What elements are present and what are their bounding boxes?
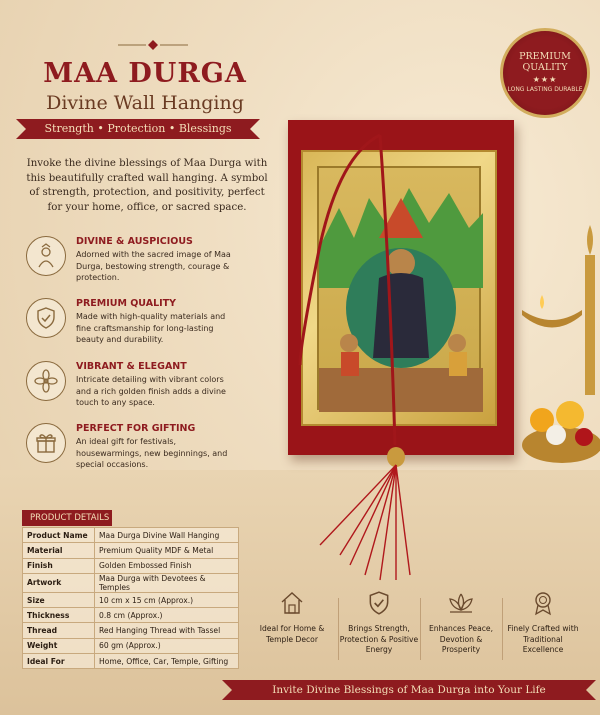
feature-title: PERFECT FOR GIFTING xyxy=(76,423,196,434)
house-icon xyxy=(279,590,305,616)
table-row xyxy=(23,654,239,669)
gift-icon xyxy=(26,423,66,463)
table-row xyxy=(23,608,239,623)
detail-key: Finish xyxy=(23,558,95,573)
shield-check-icon xyxy=(366,590,392,616)
table-row xyxy=(23,528,239,543)
benefit-text: Ideal for Home & Temple Decor xyxy=(259,624,325,644)
table-row xyxy=(23,592,239,607)
benefit-text: Finely Crafted with Traditional Excellence xyxy=(507,624,579,654)
detail-value: 10 cm x 15 cm (Approx.) xyxy=(95,592,239,607)
feature-text: Intricate detailing with vibrant colors and a rich golden finish adds a divine touch to any space. xyxy=(76,375,226,407)
detail-key: Size xyxy=(23,592,95,607)
table-row xyxy=(23,623,239,638)
detail-value: Home, Office, Car, Temple, Gifting xyxy=(95,654,239,669)
shield-check-icon xyxy=(26,298,66,338)
detail-key: Ideal For xyxy=(23,654,95,669)
detail-value: 0.8 cm (Approx.) xyxy=(95,608,239,623)
lotus-icon xyxy=(446,590,476,616)
detail-value: Premium Quality MDF & Metal xyxy=(95,543,239,558)
feature-title: PREMIUM QUALITY xyxy=(76,298,177,309)
flower-icon xyxy=(26,361,66,401)
tagline-ribbon: Strength • Protection • Blessings xyxy=(28,119,248,139)
detail-value: Maa Durga with Devotees & Temples xyxy=(95,573,239,592)
premium-quality-badge xyxy=(500,28,590,118)
award-icon xyxy=(530,590,556,616)
feature-vibrant xyxy=(26,361,286,421)
details-table xyxy=(22,527,239,669)
feature-text: Adorned with the sacred image of Maa Durga, bestowing strength, courage & protection. xyxy=(76,250,231,282)
detail-key: Thickness xyxy=(23,608,95,623)
badge-stars: ★★★ xyxy=(532,75,558,84)
table-row xyxy=(23,558,239,573)
badge-subtitle: LONG LASTING DURABLE xyxy=(507,86,583,93)
detail-key: Material xyxy=(23,543,95,558)
feature-text: Made with high-quality materials and fine craftsmanship for long-lasting beauty and durability. xyxy=(76,312,226,344)
detail-value: 60 gm (Approx.) xyxy=(95,638,239,653)
benefit-text: Brings Strength, Protection & Positive Energy xyxy=(339,624,419,654)
detail-key: Weight xyxy=(23,638,95,653)
table-row xyxy=(23,638,239,653)
benefit-peace xyxy=(421,590,501,656)
page-title: MAA DURGA xyxy=(43,58,247,89)
feature-title: VIBRANT & ELEGANT xyxy=(76,361,187,372)
feature-gifting xyxy=(26,423,286,483)
intro-text: Invoke the divine blessings of Maa Durga with this beautifully crafted wall hanging. A symbol of strength, protection, and positivity, perfect for your home, office, or sacred space. xyxy=(26,158,268,213)
details-heading: PRODUCT DETAILS xyxy=(22,510,112,526)
benefit-strength xyxy=(339,590,419,656)
detail-value: Red Hanging Thread with Tassel xyxy=(95,623,239,638)
detail-value: Golden Embossed Finish xyxy=(95,558,239,573)
table-row xyxy=(23,573,239,592)
detail-key: Thread xyxy=(23,623,95,638)
feature-divine xyxy=(26,236,286,296)
detail-value: Maa Durga Divine Wall Hanging xyxy=(95,528,239,543)
benefit-crafted xyxy=(503,590,583,656)
tassel-thread-icon xyxy=(280,125,420,585)
page-subtitle: Divine Wall Hanging xyxy=(46,92,244,114)
footer-banner: Invite Divine Blessings of Maa Durga into Your Life xyxy=(234,680,584,700)
feature-text: An ideal gift for festivals, housewarmings, new beginnings, and special occasions. xyxy=(76,437,228,469)
detail-key: Product Name xyxy=(23,528,95,543)
feature-title: DIVINE & AUSPICIOUS xyxy=(76,236,193,247)
benefit-text: Enhances Peace, Devotion & Prosperity xyxy=(428,624,493,654)
brass-lamp-icon xyxy=(512,215,600,495)
badge-title: PREMIUM QUALITY xyxy=(519,51,571,73)
detail-key: Artwork xyxy=(23,573,95,592)
benefit-home-decor xyxy=(252,590,332,645)
table-row xyxy=(23,543,239,558)
feature-quality xyxy=(26,298,286,358)
ornament-divider-icon xyxy=(118,40,188,50)
goddess-icon xyxy=(26,236,66,276)
